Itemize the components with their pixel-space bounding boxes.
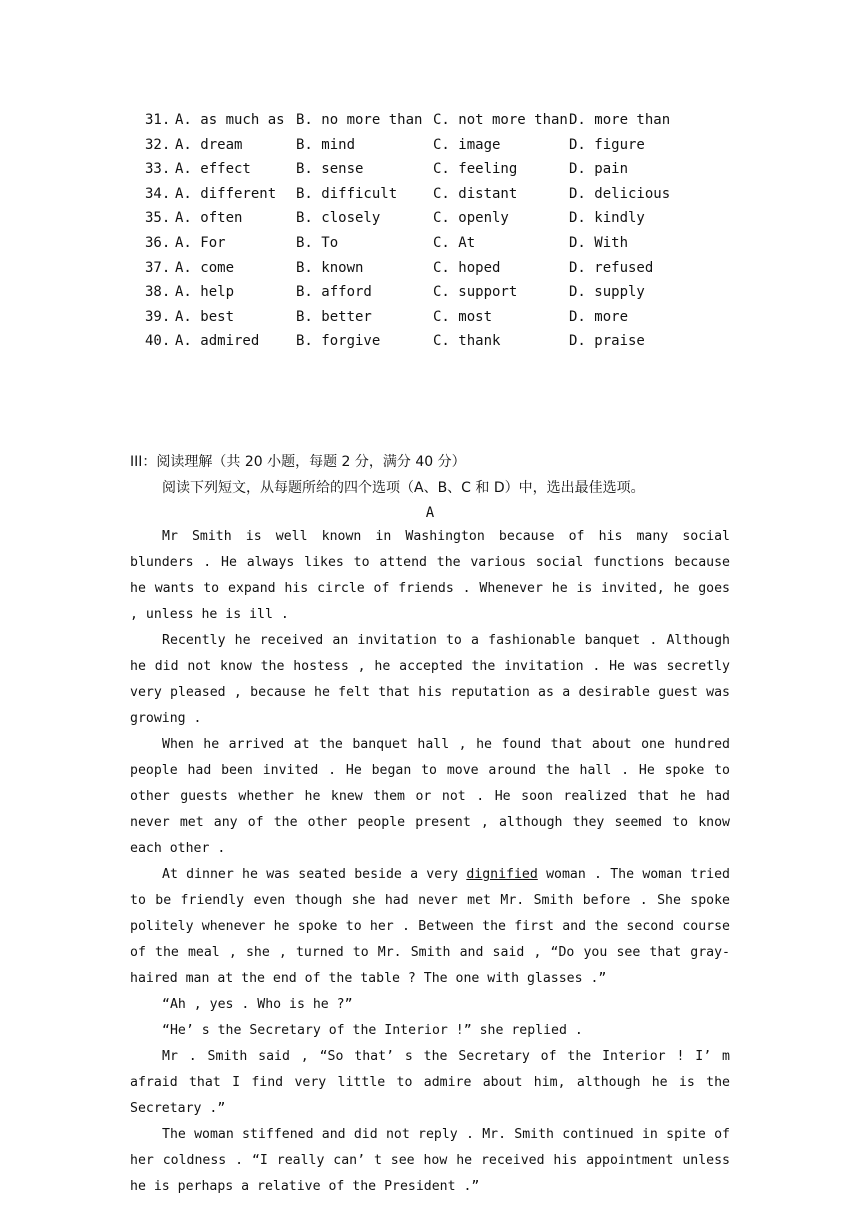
option-d: D. pain (569, 161, 629, 178)
passage-paragraph-2: Recently he received an invitation to a fashionable banquet . Although he did not know the hostess , he accepted the invitation . He was secretly very pleased , because he felt that his reputation as a desirable guest was growing . (130, 633, 730, 726)
passage-label: A (425, 505, 435, 521)
option-a: A. come (175, 259, 235, 276)
option-c: C. hoped (433, 259, 501, 276)
option-c: C. thank (433, 333, 501, 350)
question-number: 35. (145, 210, 171, 227)
reading-passage (130, 524, 730, 1200)
option-d: D. supply (569, 284, 645, 301)
option-c: C. openly (433, 210, 509, 227)
option-b: B. mind (296, 136, 356, 153)
option-c: C. support (433, 284, 518, 301)
section-heading: III：阅读理解（共 20 小题，每题 2 分，满分 40 分） (130, 454, 466, 470)
option-a: A. help (175, 284, 235, 301)
passage-paragraph-1: Mr Smith is well known in Washington because of his many social blunders . He always likes to attend the various social functions because he wants to expand his circle of friends . Whenever he is invited, he goes , unless he is ill . (130, 529, 730, 622)
option-d: D. kindly (569, 210, 645, 227)
option-c: C. distant (433, 185, 518, 202)
question-number: 40. (145, 333, 171, 350)
option-d: D. refused (569, 259, 654, 276)
option-b: B. To (296, 234, 339, 251)
option-a: A. For (175, 234, 226, 251)
option-b: B. sense (296, 161, 364, 178)
question-number: 33. (145, 161, 171, 178)
option-a: A. different (175, 185, 277, 202)
option-a: A. effect (175, 161, 251, 178)
paragraph-4-text-after: woman . The woman tried to be friendly even though she had never met Mr. Smith before . She spoke politely whenever he spoke to her . Between the first and the second course of the meal , she , turned to Mr. Smith and said , “Do you see that gray-haired man at the end of the table ? The one with glasses .” (130, 867, 730, 986)
question-number: 39. (145, 308, 171, 325)
question-number: 36. (145, 234, 171, 251)
option-a: A. dream (175, 136, 243, 153)
option-c: C. At (433, 234, 476, 251)
question-number: 38. (145, 284, 171, 301)
option-c: C. most (433, 308, 493, 325)
passage-paragraph-5: “Ah , yes . Who is he ?” (162, 997, 353, 1012)
question-number: 34. (145, 185, 171, 202)
option-d: D. praise (569, 333, 645, 350)
option-a: A. often (175, 210, 243, 227)
option-c: C. feeling (433, 161, 518, 178)
passage-paragraph-3: When he arrived at the banquet hall , he found that about one hundred people had been invited . He began to move around the hall . He spoke to other guests whether he knew them or not . He soon realized that he had never met any of the other people present , although they seemed to know each other . (130, 737, 730, 856)
option-d: D. more (569, 308, 629, 325)
option-c: C. not more than (433, 112, 568, 128)
option-d: D. delicious (569, 185, 671, 202)
paragraph-4-text-before: At dinner he was seated beside a very (162, 867, 467, 882)
section-instruction: 阅读下列短文，从每题所给的四个选项（A、B、C 和 D）中，选出最佳选项。 (162, 480, 645, 496)
option-a: A. admired (175, 333, 260, 350)
option-d: D. With (569, 234, 629, 251)
passage-paragraph-4 (130, 862, 730, 992)
option-d: D. figure (569, 136, 645, 153)
option-b: B. no more than (296, 112, 423, 128)
option-c: C. image (433, 136, 501, 153)
question-number: 31. (145, 112, 171, 128)
option-b: B. forgive (296, 333, 381, 350)
passage-paragraph-7: Mr . Smith said , “So that’ s the Secretary of the Interior ! I’ m afraid that I find very little to admire about him, although he is the Secretary .” (130, 1049, 730, 1116)
passage-paragraph-6: “He’ s the Secretary of the Interior !” she replied . (162, 1023, 583, 1038)
option-b: B. afford (296, 284, 372, 301)
option-b: B. known (296, 259, 364, 276)
option-b: B. difficult (296, 185, 398, 202)
option-b: B. closely (296, 210, 381, 227)
option-d: D. more than (569, 112, 671, 128)
question-number: 37. (145, 259, 171, 276)
option-b: B. better (296, 308, 372, 325)
question-number: 32. (145, 136, 171, 153)
option-a: A. best (175, 308, 235, 325)
passage-paragraph-8: The woman stiffened and did not reply . Mr. Smith continued in spite of her coldness . “I really can’ t see how he received his appointment unless he is perhaps a relative of the President .” (130, 1127, 730, 1194)
underlined-word: dignified (466, 867, 538, 882)
option-a: A. as much as (175, 112, 285, 128)
